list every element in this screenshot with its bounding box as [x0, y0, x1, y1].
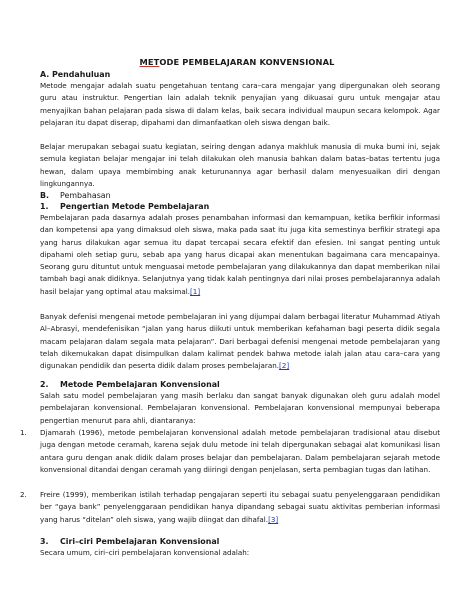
- paragraph-4-text-b: Dari berbagai defenisi mengenai metode pembelajaran yang telah dikemukakan dapat disimpulkan dalam kalimat pendek bahwa metode ialah jalan atau cara–cara yang digunakan pendidik dan peserta didik dalam proses pembelajaran.: [40, 336, 441, 371]
- heading-3-title: Ciri–ciri Pembelajaran Konvensional: [60, 537, 220, 546]
- section-a-heading: A. Pendahuluan: [40, 70, 111, 79]
- heading-2-title: Metode Pembelajaran Konvensional: [60, 380, 220, 389]
- heading-2: [40, 380, 220, 389]
- heading-1: [40, 202, 209, 211]
- list-item-2-text-wrap: [40, 489, 440, 526]
- title-underlined-part: MET: [139, 57, 160, 67]
- section-b-number: B.: [40, 191, 50, 200]
- footnote-ref-2[interactable]: [2]: [279, 361, 290, 371]
- document-title: [0, 57, 474, 67]
- section-b-heading: [40, 191, 111, 200]
- paragraph-2: Belajar merupakan sebagai suatu kegiatan, seiring dengan adanya makhluk manusia di muka bumi ini, sejak semula kegiatan belajar mengajar ini telah dilakukan oleh manusia bahkan dalam batas–batas tertentu juga hewan, dalam upaya membimbing anak keturunannya agar berhasil dalam menyesuaikan diri dengan lingkungannya.: [40, 142, 440, 188]
- paragraph-6: Secara umum, ciri–ciri pembelajaran konvensional adalah:: [40, 548, 250, 557]
- paragraph-1: Metode mengajar adalah suatu pengetahuan tentang cara–cara mengajar yang dipergunakan oleh seorang guru atau instruktur. Pengertian lain adalah teknik penyajian yang dikuasai guru untuk mengajar atau menyajikan bahan pelajaran pada siswa di dalam kelas, baik secara individual maupun secara kelompok. Agar pelajaran itu dapat diserap, dipahami dan dimanfaatkan oleh siswa dengan baik.: [40, 81, 440, 127]
- paragraph-3: [40, 212, 440, 298]
- paragraph-4-text-a: Banyak defenisi mengenai metode pembelajaran ini yang dijumpai dalam berbagai literatur Muhammad Atiyah Al–Abrasyi, mendefenisikan “jalan yang harus diikuti untuk memberikan kefahaman bagi peserta didik segala macam pelajaran dalam segala mata pelajaran”.: [40, 312, 440, 346]
- footnote-ref-1[interactable]: [1]: [190, 286, 201, 296]
- paragraph-3-text: Pembelajaran pada dasarnya adalah proses penambahan informasi dan kemampuan, ketika berfikir informasi dan kompetensi apa yang dimaksud oleh siswa, maka pada saat itu juga kita semestinya berfikir strategi apa yang harus dilakukan agar semua itu dapat tercapai secara efektif dan efesien. Ini sangat penting untuk dipahami oleh setiap guru, sebab apa yang harus dicapai akan menentukan bagaimana cara mencapainya. Seorang guru dituntut untuk menguasai metode pembelajaran yang dilakukannya dan dapat memberikan nilai tambah bagi anak didiknya. Selanjutnya yang tidak kalah pentingnya dari nilai proses pembelajarannya adalah hasil belajar yang optimal atau maksimal.: [40, 213, 440, 296]
- paragraph-5: Salah satu model pembelajaran yang masih berlaku dan sangat banyak digunakan oleh guru adalah model pembelajaran konvensional. Pembelajaran konvensional. Pembelajaran konvensional mempunyai beberapa pengertian menurut para ahli, diantaranya:: [40, 391, 440, 425]
- heading-3: [40, 537, 219, 546]
- heading-1-number: 1.: [40, 202, 49, 211]
- footnote-ref-3[interactable]: [3]: [268, 514, 279, 524]
- heading-1-title: Pengertian Metode Pembelajaran: [60, 202, 210, 211]
- title-rest: ODE PEMBELAJARAN KONVENSIONAL: [159, 57, 335, 67]
- list-item-1: [20, 427, 440, 476]
- heading-2-number: 2.: [40, 380, 49, 389]
- heading-3-number: 3.: [40, 537, 49, 546]
- section-b-title: Pembahasan: [60, 191, 111, 200]
- list-item-2-number: 2.: [20, 490, 27, 499]
- list-item-1-text: Djamarah (1996), metode pembelajaran konvensional adalah metode pembelajaran tradisional atau disebut juga dengan metode ceramah, karena sejak dulu metode ini telah dipergunakan sebagai alat komunikasi lisan antara guru dengan anak didik dalam proses belajar dan pembelajaran. Dalam pembelajaran sejarah metode konvensional ditandai dengan ceramah yang diiringi dengan penjelasan, serta pembagian tugas dan latihan.: [40, 428, 440, 474]
- list-item-1-number: 1.: [20, 428, 27, 437]
- list-item-2-text: Freire (1999), memberikan istilah terhadap pengajaran seperti itu sebagai suatu penyelenggaraan pendidikan ber “gaya bank” penyelenggaraan pendidikan hanya dipandang sebagai suatu aktivitas pemberian informasi yang harus “ditelan” oleh siswa, yang wajib diingat dan dihafal.: [40, 490, 440, 524]
- paragraph-4: [40, 311, 440, 372]
- list-item-2: [20, 489, 440, 526]
